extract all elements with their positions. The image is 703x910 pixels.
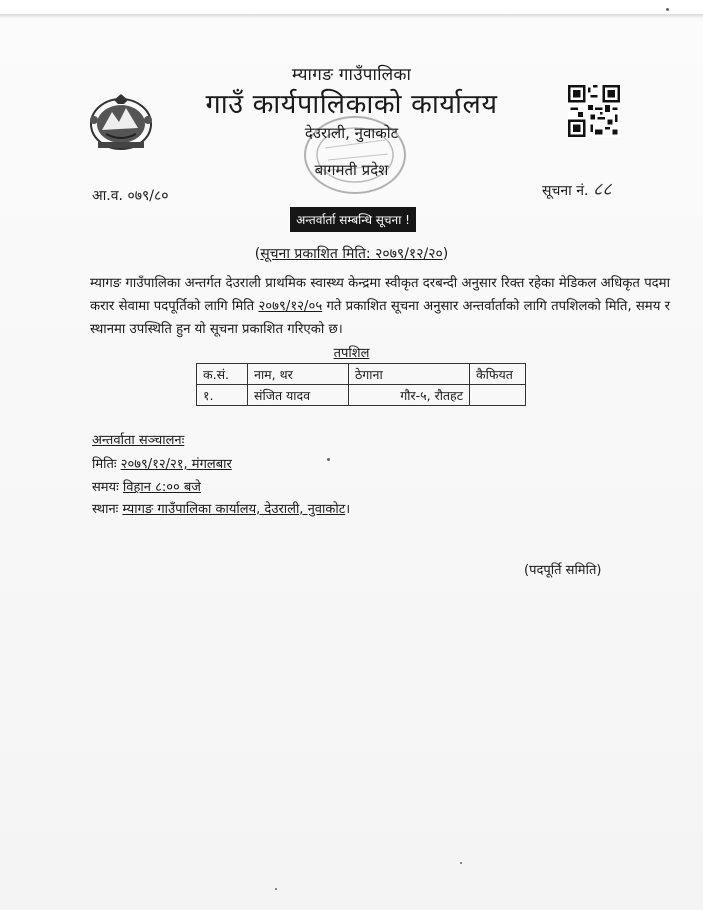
interview-date-label: मितिः bbox=[92, 457, 117, 472]
cell-serial: १. bbox=[197, 385, 248, 406]
published-date bbox=[0, 244, 703, 263]
scan-speck bbox=[460, 862, 462, 864]
interview-date-value: २०७९/१२/२१, मंगलबार bbox=[120, 457, 232, 472]
cell-name: संजित यादव bbox=[248, 385, 349, 406]
published-open-paren: ( bbox=[254, 246, 261, 262]
office-title: गाउँ कार्यपालिकाको कार्यालय bbox=[205, 89, 498, 120]
col-name: नाम, थर bbox=[248, 364, 349, 385]
interview-heading bbox=[92, 430, 184, 448]
interview-heading-text: अन्तर्वाता सञ्चालनः bbox=[92, 433, 185, 448]
notice-body-part2: गते प्रकाशित सूचना अनुसार अन्तर्वार्ताको लागि तपशिलको मिति, समय र स्थानमा उपस्थिति हुन यो सूचना प्रकाशित गरिएको छ। bbox=[90, 299, 670, 337]
interview-place-value: म्यागङ गाउँपालिका कार्यालय, देउराली, नुवाकोट bbox=[122, 502, 346, 517]
notice-body bbox=[90, 272, 670, 341]
interview-place-label: स्थानः bbox=[92, 502, 119, 517]
scan-speck bbox=[327, 458, 330, 461]
scan-speck bbox=[666, 8, 669, 11]
notice-number-value: ८८ bbox=[592, 179, 612, 200]
published-date-label: सूचना प्रकाशित मिति: २०७९/१२/२० bbox=[260, 246, 443, 262]
col-serial: क.सं. bbox=[197, 364, 248, 385]
province-name: बागमती प्रदेश bbox=[314, 161, 389, 179]
notice-body-part1: म्यागङ गाउँपालिका अन्तर्गत देउराली प्राथमिक स्वास्थ्य केन्द्रमा स्वीकृत दरबन्दी अनुसार रिक्त रहेका मेडिकल अधिकृत पदमा करार सेवामा पदपूर्तिको लागि मिति bbox=[90, 276, 670, 314]
col-remarks: कैफियत bbox=[470, 364, 526, 385]
notice-body-date: २०७९/१२/०५ bbox=[258, 299, 323, 314]
interview-place bbox=[92, 499, 350, 517]
published-close-paren: ) bbox=[442, 246, 449, 262]
schedule-title: तपशिल bbox=[333, 346, 370, 361]
interview-time-value: विहान ८:०० बजे bbox=[122, 480, 201, 495]
interview-time-label: समयः bbox=[92, 480, 119, 495]
schedule-header-row bbox=[197, 364, 526, 385]
notice-title-badge: अन्तर्वार्ता सम्बन्धि सूचना ! bbox=[290, 207, 416, 232]
interview-date bbox=[92, 454, 232, 472]
notice-number bbox=[542, 177, 612, 201]
cell-remarks bbox=[470, 385, 526, 406]
municipality-name: म्यागङ गाउँपालिका bbox=[291, 65, 412, 85]
office-address: देउराली, नुवाकोट bbox=[304, 124, 399, 142]
col-address: ठेगाना bbox=[349, 364, 470, 385]
fiscal-year: आ.व. ०७९/८० bbox=[92, 188, 169, 204]
scan-speck bbox=[275, 888, 277, 890]
table-row bbox=[197, 385, 526, 406]
scan-top-shadow bbox=[0, 14, 703, 19]
signatory-committee: (पदपूर्ति समिति) bbox=[524, 563, 602, 578]
interview-time bbox=[92, 477, 201, 495]
notice-number-label: सूचना नं. bbox=[542, 183, 589, 199]
interview-place-end: । bbox=[345, 502, 351, 517]
cell-address: गौर-५, रौतहट bbox=[349, 385, 470, 406]
schedule-table bbox=[196, 363, 526, 406]
